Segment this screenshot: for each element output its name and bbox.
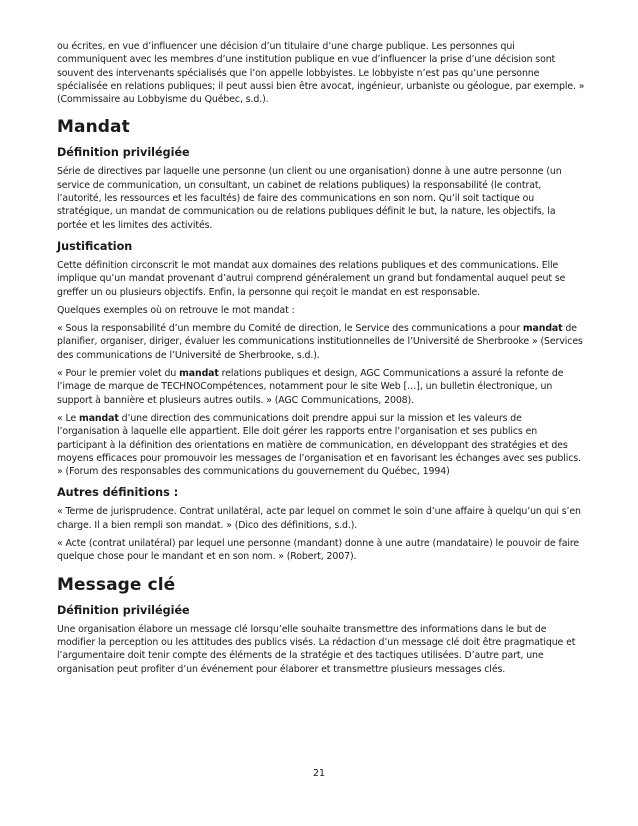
example-2-post: relations publiques et design, AGC Communications a assuré la refonte de l’image de marque de TECHNOCompétences, notamment pour le site Web […], un bulletin électronique, un support à bannière et plusieurs autres outils. » (AGC Communications, 2008). [57,368,564,406]
example-3-keyword: mandat [79,412,119,424]
mandat-examples-intro: Quelques exemples où on retrouve le mot mandat : [57,304,295,316]
mandat-other-definitions-heading: Autres définitions : [57,486,179,500]
mandat-other-definition-1: « Terme de jurisprudence. Contrat unilatéral, acte par lequel on commet le soin d’une affaire à quelqu’un qui s’en charge. Il a bien rempli son mandat. » (Dico des définitions, s.d.). [57,506,581,531]
example-1-pre: « Sous la responsabilité d’un membre du Comité de direction, le Service des communications a pour [57,323,523,335]
example-2-pre: « Pour le premier volet du [57,368,180,380]
mandat-justification-heading: Justification [57,239,133,253]
mandat-justification-text: Cette définition circonscrit le mot mandat aux domaines des relations publiques et des communications. Elle implique qu’un mandat provenant d’autrui comprend généralement un grand but fondamental auquel peut se greffer un ou plusieurs objectifs. Enfin, la personne qui reçoit le mandat en est responsable. [57,259,566,298]
section-title-message-cle: Message clé [57,574,176,595]
example-3-post: d’une direction des communications doit prendre appui sur la mission et les valeurs de l’organisation à laquelle elle appartient. Elle doit gérer les rapports entre l’organisation et ses publics en participant à la définition des orientations en matière de communication, en développant des stratégies et des moyens efficaces pour promouvoir les messages de l’organisation et en favorisant les échanges avec ses publics. » (Forum des responsables des communications du gouvernement du Québec, 1994) [57,412,581,478]
mandat-example-1 [57,322,585,362]
document-page [57,40,585,681]
mandat-definition-text: Série de directives par laquelle une personne (un client ou une organisation) donne à une autre personne (un service de communication, un consultant, un cabinet de relations publiques) la responsabilité (le contrat, l’autorité, les ressources et les facultés) de faire des communications en son nom. Qu’il soit tactique ou stratégique, un mandat de communication ou de relations publiques définit le but, la nature, les objectifs, la portée et les limites des activités. [57,166,562,231]
mandat-definition-heading: Définition privilégiée [57,146,190,160]
mandat-example-2 [57,367,585,407]
page-number: 21 [313,768,325,779]
message-cle-definition-text: Une organisation élabore un message clé lorsqu’elle souhaite transmettre des informations dans le but de modifier la perception ou les attitudes des publics visés. La rédaction d’un message clé doit être pragmatique et l’argumentaire doit tenir compte des éléments de la stratégie et des tactiques utilisées. D’autre part, une organisation peut profiter d’un événement pour élaborer et transmettre plusieurs messages clés. [57,623,576,675]
message-cle-definition-heading: Définition privilégiée [57,603,190,617]
example-2-keyword: mandat [179,368,219,380]
example-1-keyword: mandat [522,323,563,335]
section-title-mandat: Mandat [57,117,130,138]
mandat-other-definition-2: « Acte (contrat unilatéral) par lequel une personne (mandant) donne à une autre (mandataire) le pouvoir de faire quelque chose pour le mandant et en son nom. » (Robert, 2007). [57,538,580,563]
mandat-example-3 [57,412,585,478]
example-3-pre: « Le [57,412,80,424]
example-1-post: de planifier, organiser, diriger, évaluer les communications institutionnelles de l’Université de Sherbrooke » (Services des communications de l’Université de Sherbrooke, s.d.). [57,323,583,361]
intro-paragraph: ou écrites, en vue d’influencer une décision d’un titulaire d’une charge publique. Les personnes qui communiquent avec les membres d’une institution publique en vue d’influencer la prise d’une décision sont souvent des intervenants spécialisés que l’on appelle lobbyistes. Le lobbyiste n’est pas qu’une personne spécialisée en relations publiques; il peut aussi bien être avocat, ingénieur, urbaniste ou géologue, par exemple. » (Commissaire au Lobbyisme du Québec, s.d.). [57,41,585,106]
